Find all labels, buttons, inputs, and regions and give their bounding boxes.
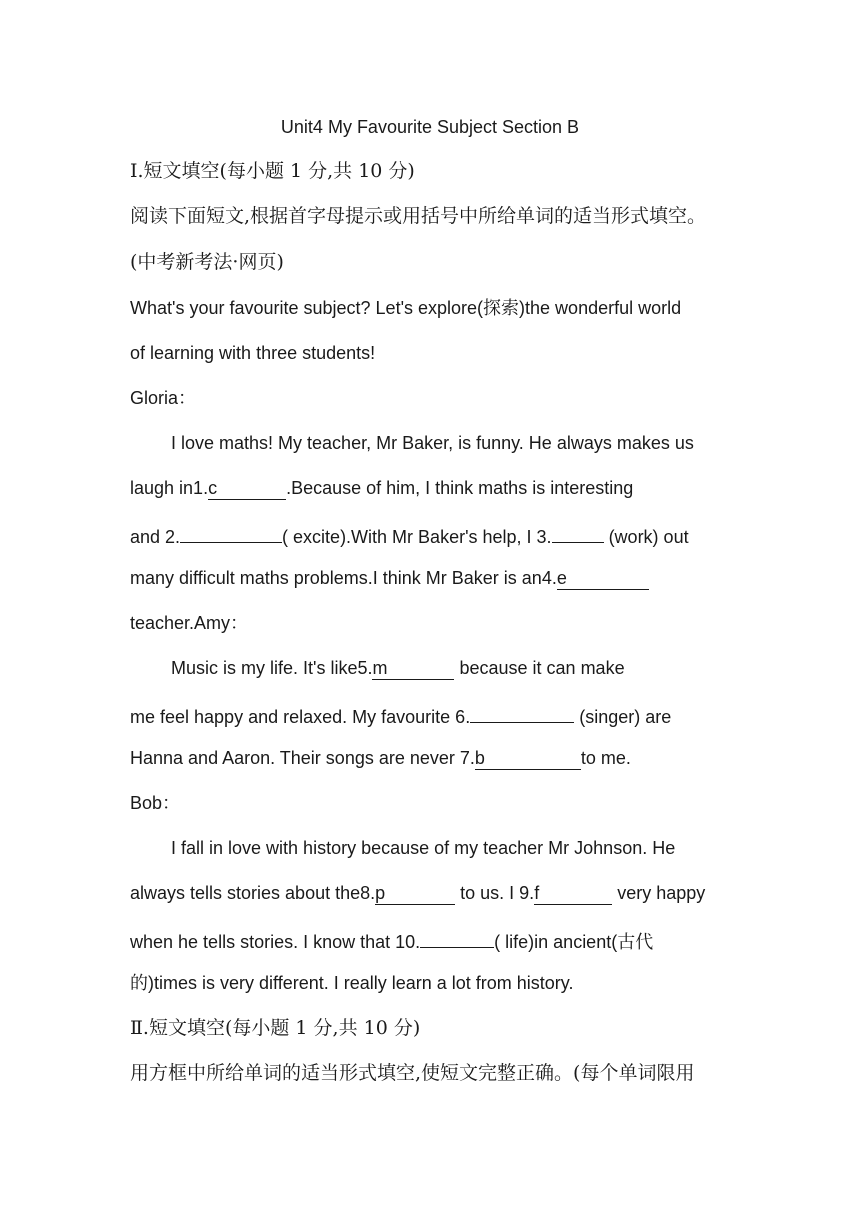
section-2-instruction: 用方框中所给单词的适当形式填空,使短文完整正确。(每个单词限用 [130, 1062, 695, 1084]
blank-1[interactable] [208, 478, 286, 500]
blank-7-hint: b [474, 748, 485, 768]
amy-line-1: Music is my life. It's like5.m because it can make [171, 658, 625, 678]
bob-line-3: when he tells stories. I know that 10. ( life)in ancient(古代 [130, 926, 653, 954]
blank-7[interactable] [475, 748, 581, 770]
blank-10[interactable] [420, 926, 494, 948]
gloria-line-5: teacher.Amy： [130, 613, 249, 633]
gloria-line-1: I love maths! My teacher, Mr Baker, is funny. He always makes us [171, 433, 694, 453]
bob-line-1: I fall in love with history because of my teacher Mr Johnson. He [171, 838, 676, 858]
blank-9[interactable] [534, 883, 612, 905]
blank-9-hint: f [534, 883, 540, 903]
section-2-heading: Ⅱ.短文填空(每小题 1 分,共 10 分) [130, 1017, 421, 1039]
blank-8-hint: p [375, 883, 386, 903]
blank-5-hint: m [372, 658, 388, 678]
intro-line-1: What's your favourite subject? Let's explore(探索)the wonderful world [130, 298, 682, 318]
blank-4-hint: e [556, 568, 567, 588]
blank-5[interactable] [372, 658, 454, 680]
page-title: Unit4 My Favourite Subject Section B [280, 117, 580, 137]
blank-8[interactable] [375, 883, 455, 905]
gloria-line-3: and 2. ( excite).With Mr Baker's help, I 3. (work) out [130, 521, 689, 549]
bob-line-2: always tells stories about the8.p to us. I 9.f very happy [130, 883, 706, 903]
intro-line-2: of learning with three students! [130, 343, 376, 363]
speaker-gloria: Gloria： [130, 388, 197, 408]
bob-line-4: 的)times is very different. I really learn a lot from history. [130, 973, 574, 993]
amy-line-3: Hanna and Aaron. Their songs are never 7.b to me. [130, 748, 631, 768]
blank-6[interactable] [470, 701, 574, 723]
gloria-line-4: many difficult maths problems.I think Mr Baker is an4.e [130, 566, 649, 590]
blank-3[interactable] [552, 521, 604, 543]
speaker-bob: Bob： [130, 793, 181, 813]
blank-1-hint: c [208, 478, 218, 498]
section-1-heading: Ⅰ.短文填空(每小题 1 分,共 10 分) [130, 160, 415, 182]
amy-line-2: me feel happy and relaxed. My favourite 6. (singer) are [130, 701, 671, 729]
blank-4[interactable] [557, 568, 649, 590]
section-1-source: (中考新考法·网页) [130, 251, 284, 273]
gloria-line-2: laugh in1.c .Because of him, I think maths is interesting [130, 478, 634, 498]
section-1-instruction: 阅读下面短文,根据首字母提示或用括号中所给单词的适当形式填空。 [130, 205, 707, 227]
blank-2[interactable] [180, 521, 282, 543]
